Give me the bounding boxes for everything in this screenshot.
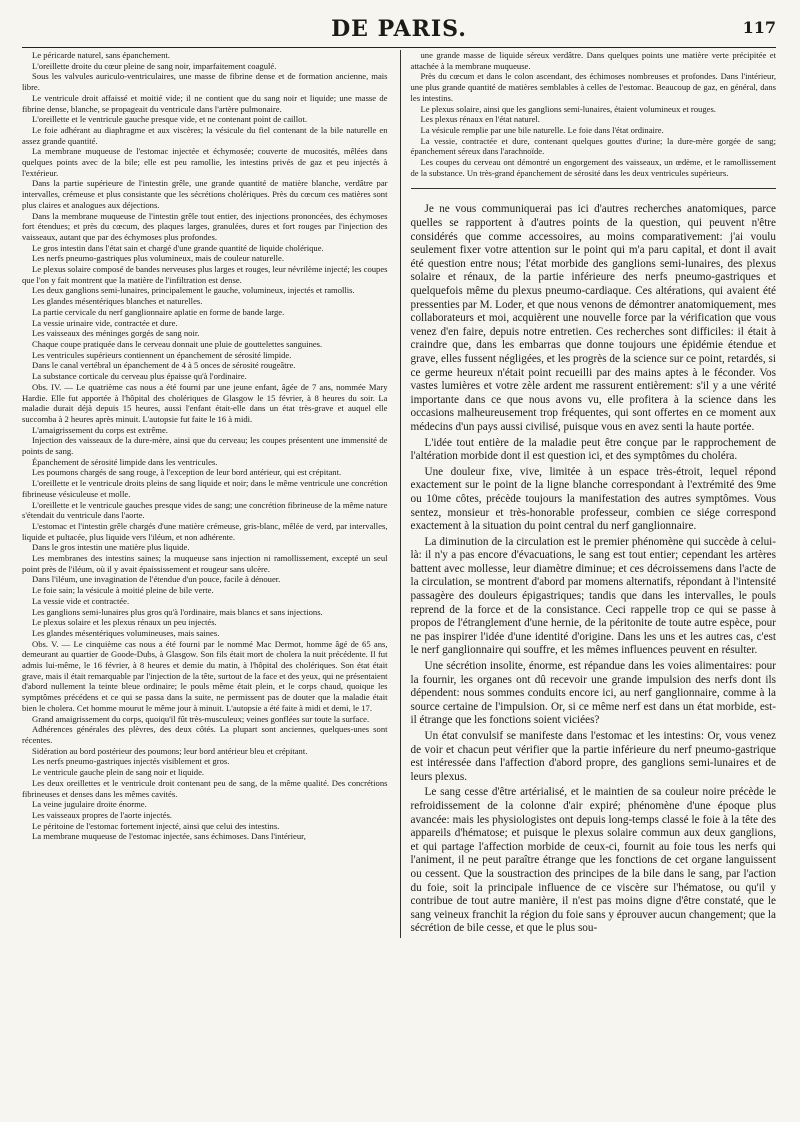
paragraph: une grande masse de liquide séreux verdâtre. Dans quelques points une matière verte précipitée et attachée à la membrane muqueuse. [410,50,776,71]
paragraph: La vessie, contractée et dure, contenant quelques gouttes d'urine; la dure-mère gorgée de sang; épanchement séreux dans l'arachnoïde. [410,135,776,157]
paragraph: Le plexus solaire et les plexus rénaux un peu injectés. [32,617,217,628]
paragraph: Dans le canal vertébral un épanchement de 4 à 5 onces de sérosité rougeâtre. [32,360,296,371]
paragraph: Près du cœcum et dans le colon ascendant, des échimoses nombreuses et profondes. Dans l'intérieur, une plus grande quantité de matières semblables à celles de l'estomac. Beaucoup de gaz, en général, dans les intestins. [410,71,776,103]
paragraph: Les ventricules supérieurs contiennent un épanchement de sérosité limpide. [32,349,292,360]
paragraph: L'estomac et l'intestin grêle chargés d'une matière crémeuse, gris-blanc, mêlée de verd, par intervalles, liquide et pultacée, plus liquide vers l'iléum, et non adhérente. [22,520,388,542]
paragraph: Les deux ganglions semi-lunaires, principalement le gauche, volumineux, injectés et ramollis. [32,285,355,296]
letter-paragraph: Une douleur fixe, vive, limitée à un espace très-étroit, lequel répond exactement sur le point de la ligne blanche correspondant à l'extrémité des 9me ou 10me côtes, précède toujours la manifestation des autres symptômes. Vous sentez, monsieur et très-honorable professeur, combien ce siége correspond exactement à la situation du point central du nerf ganglionnaire. [410,465,776,533]
page-number: 117 [742,18,776,37]
paragraph: La substance corticale du cerveau plus épaisse qu'à l'ordinaire. [32,371,247,382]
paragraph: Le gros intestin dans l'état sain et chargé d'une grande quantité de liquide cholérique. [32,242,324,253]
paragraph: Les plexus rénaux en l'état naturel. [420,114,540,125]
letter-paragraph: La diminution de la circulation est le premier phénomène qui succède à celui-là: il n'y a pas encore d'évacuations, le sang est tout entier; cependant les artères battent avec mollesse, leur diamètre diminue; et ces décroissemens dans l'acte de la circulation, se montrent d'abord par momens alternatifs, répondant à l'intensité passagère des douleurs épigastriques; tandis que dans les intervalles, le pouls reprend de la force et de la consistance. Ceci rappelle trop ce qui se passe à propos de l'étranglement d'une hernie, de la péritonite de toute autre espèce, pour ne pas inspirer l'idée d'une identité d'origine. Dans les uns et les autres cas, c'est le nerf ganglionnaire qui souffre, et les mêmes influences peuvent en résulter. [410,535,776,657]
right-column-notes [411,50,777,178]
paragraph: Injection des vaisseaux de la dure-mère, ainsi que du cerveau; les coupes présentent une immensité de points de sang. [22,435,388,457]
paragraph: Le péricarde naturel, sans épanchement. [32,50,170,60]
paragraph: Les nerfs pneumo-gastriques injectés visiblement et gros. [32,756,230,767]
paragraph: Épanchement de sérosité limpide dans les ventricules. [32,456,218,467]
paragraph: Les ganglions semi-lunaires plus gros qu'à l'ordinaire, mais blancs et sans injections. [32,606,323,617]
paragraph: La partie cervicale du nerf ganglionnaire aplatie en forme de bande large. [32,306,285,317]
paragraph: Les poumons chargés de sang rouge, à l'exception de leur bord antérieur, qui est crépitant. [32,467,342,478]
paragraph: La membrane muqueuse de l'estomac injectée, sans échimoses. Dans l'intérieur, [32,831,306,842]
paragraph: La veine jugulaire droite énorme. [32,799,147,810]
paragraph: Sous les valvules auriculo-ventriculaires, une masse de fibrine dense et de formation ancienne, mais libre. [22,71,388,93]
paragraph: Le plexus solaire, ainsi que les ganglions semi-lunaires, étaient volumineux et rouges. [420,103,716,114]
paragraph: Les nerfs pneumo-gastriques plus volumineux, mais de couleur naturelle. [32,253,285,264]
page-title: DE PARIS. [331,16,467,42]
paragraph: Les vaisseaux des méninges gorgés de sang noir. [32,328,200,339]
paragraph: L'oreillette droite du cœur pleine de sang noir, imparfaitement coagulé. [32,60,277,71]
paragraph: La vessie vide et contractée. [32,595,130,606]
paragraph: Le plexus solaire composé de bandes nerveuses plus larges et rouges, leur névrilème injecté; les coupes que l'on y fait montrent que la matière de l'infiltration est dense. [22,264,388,285]
masthead [22,14,776,48]
column-divider [400,50,401,938]
paragraph: Le ventricule droit affaissé et moitié vide; il ne contient que du sang noir et liquide; une masse de fibrine dense, blanche, se propageait du ventricule dans l'artère pulmonaire. [22,92,388,114]
paragraph: Les glandes mésentériques blanches et naturelles. [32,296,203,307]
paragraph: L'oreillette et le ventricule gauches presque vides de sang; une concrétion fibrineuse de la même nature s'étendait du ventricule dans l'aorte. [22,499,388,521]
paragraph: Les coupes du cerveau ont démontré un engorgement des vaisseaux, un œdème, et le ramollissement de la substance. Un très-grand épanchement de sérosité dans les deux ventricules supérieurs. [410,157,776,178]
paragraph: Sidération au bord postérieur des poumons; leur bord antérieur bleu et crépitant. [32,745,308,756]
paragraph: Dans la partie supérieure de l'intestin grêle, une grande quantité de matière blanche, verdâtre par intervalles, crémeuse et plus consistante que les sécrétions cholériques. Près du cœcum ces matières sont plus claires et analogues aux déjections. [22,178,388,210]
paragraph: L'oreillette et le ventricule droits pleins de sang liquide et noir; dans le même ventricule une concrétion fibrineuse vésiculeuse et molle. [22,478,388,499]
paragraph: Le foie adhérant au diaphragme et aux viscères; la vésicule du fiel contenant de la bile naturelle en assez grande quantité. [22,124,388,146]
right-column [407,50,777,938]
columns [22,50,776,938]
section-rule [411,188,777,189]
letter-paragraph: Je ne vous communiquerai pas ici d'autres recherches anatomiques, parce quelles se rapportent à d'autres points de la question, qui peuvent n'être considérés que comme accessoires, au moins comparativement: j'ai voulu seulement fixer votre attention sur le point qui m'a paru capital, et dont il avait été question entre nous; l'état morbide des ganglions semi-lunaires, des plexus solaire et rénaux, de la partie inférieure des nerfs pneumo-gastriques et quelquefois même du plexus pneumo-cardiaque. Ces altérations, qui avaient été pressenties par M. Loder, et que nous venons de démontrer anatomiquement, mes collaborateurs et moi, acquièrent une nouvelle force par la vérification que vous venez d'en faire, depuis notre entretien. Ces recherches sont difficiles: il était à craindre que, dans les embarras que donne toujours une épidémie étendue et grave, elles fussent négligées, et les progrès de la science sur ce point, retardés, si ce germe heureux n'était point recueilli par des mains aptes à le féconder. Vos vastes lumières et votre zèle ardent me rassurent entièrement: s'il y a une vérité importante dans ce que nous avons vu, elle profitera à la science dans les occasions malheureusement trop fréquentes, qui sont offertes en ce moment aux médecins d'un pays aussi civilisé, puisque vous en avez senti la haute portée. [410,203,776,433]
paragraph: La membrane muqueuse de l'estomac injectée et échymosée; couverte de mucosités, mêlées dans quelques points avec de la bile; elle est peu ramollie, les intestins privés de gaz et peu injectés à l'extérieur. [22,146,388,178]
paragraph: Obs. V. — Le cinquième cas nous a été fourni par le nommé Mac Dermot, homme âgé de 65 ans, demeurant au quartier de Goode-Dubs, à Glasgow. Son fils était mort de cholera la nuit précédente. Il fut admis lui-même, le 16 février, à 8 heures et demie du matin, à l'hôpital des cholériques. Son état était grave, mais il était remarquable par l'injection de la tête, surtout de la face et des yeux, qui ne présentaient d'abord nullement la teinte bleue ordinaire; le pouls même était plein, et le corps chaud, quoique les symptômes précédens et ce qui se passa dans la suite, ne permissent pas de douter que la maladie était bien le cholera. Cet homme mourut le même jour à minuit. L'autopsie a été faite à midi et demi, le 17. [22,638,388,713]
paragraph: Dans la membrane muqueuse de l'intestin grêle tout entier, des injections prononcées, des échymoses fort étendues; et près du cœcum, des plaques larges, granulées, dures et fort rouges par l'injection des vaisseaux, autant que par des échymoses plus profondes. [22,210,388,242]
paragraph: Adhérences générales des plèvres, des deux côtés. La plupart sont anciennes, quelques-unes sont récentes. [22,724,388,745]
paragraph: Dans l'iléum, une invagination de l'étendue d'un pouce, facile à dénouer. [32,574,281,585]
paragraph: L'oreillette et le ventricule gauche presque vide, et ne contenant point de caillot. [32,114,308,125]
paragraph: Chaque coupe pratiquée dans le cerveau donnait une pluie de gouttelettes sanguines. [32,338,323,349]
paragraph: Le ventricule gauche plein de sang noir et liquide. [32,767,205,778]
paragraph: Le péritoine de l'estomac fortement injecté, ainsi que celui des intestins. [32,820,280,831]
letter-text [411,203,777,935]
paragraph: Les glandes mésentériques volumineuses, mais saines. [32,627,220,638]
letter-paragraph: Le sang cesse d'être artérialisé, et le maintien de sa couleur noire précède le refroidissement de la colonne d'air expiré; phénomène d'une époque plus avancée: mais les physiologistes ont depuis long-temps classé le foie à la tête des appareils d'hématose; et puisque le plexus solaire commun aux deux ganglions, et qui partage l'affection morbide de ceux-ci, fournit au foie tous les nerfs qui l'animent, il ne peut paraître étrange que les fonctions de cet organe languissent ou cessent. Que la soustraction des principes de la bile dans le sang, par l'action du foie, soit la principale influence de ce viscère sur l'hématose, ou qu'il y contribue de tout autre manière, il n'est pas moins digne d'être constaté, que le sang veineux franchit la région du foie sans y éprouver aucun changement; que la sécrétion de bile cesse, et que le plus sou- [410,786,776,935]
letter-paragraph: L'idée tout entière de la maladie peut être conçue par le rapprochement de l'altération morbide dont il est question ici, et des symptômes du choléra. [410,436,776,463]
paragraph: La vésicule remplie par une bile naturelle. Le foie dans l'état ordinaire. [420,124,664,135]
paragraph: La vessie urinaire vide, contractée et dure. [32,317,178,328]
paragraph: Grand amaigrissement du corps, quoiqu'il fût très-musculeux; veines gonflées sur toute la surface. [32,713,370,724]
paragraph: Dans le gros intestin une matière plus liquide. [32,542,190,553]
paragraph: L'amaigrissement du corps est extrême. [32,424,168,435]
letter-paragraph: Une sécrétion insolite, énorme, est répandue dans les voies alimentaires: pour la fournir, les organes ont dû recevoir une grande impulsion des nerfs dont ils dépendent: nous sommes conduits encore ici, au nerf ganglionnaire, comme à la source certaine de l'impulsion. Or, si ce même nerf est dans un état morbide, est-il étrange que les fonctions soient viciées? [410,660,776,727]
left-column [22,50,394,938]
paragraph: Les membranes des intestins saines; la muqueuse sans injection ni ramollissement, excepté un seul point près de l'iléum, où il y avait épaississement et rougeur sans ulcère. [22,553,388,574]
paragraph: Le foie sain; la vésicule à moitié pleine de bile verte. [32,585,214,596]
paragraph: Les vaisseaux propres de l'aorte injectés. [32,809,172,820]
paragraph: Obs. IV. — Le quatrième cas nous a été fourni par une jeune enfant, âgée de 7 ans, nommée Mary Hardie. Elle fut apportée à l'hôpital des cholériques de Glasgow le 15 février, à 8 heures du soir. La maladie durait déjà depuis 15 heures, aussi l'enfant était-elle dans un état très-grave et auquel elle succomba à 2 heures après minuit. L'autopsie fut faite le 16 à midi. [22,381,388,424]
paragraph: Les deux oreillettes et le ventricule droit contenant peu de sang, de la même qualité. Des concrétions fibrineuses et denses dans les mêmes cavités. [22,777,388,799]
letter-paragraph: Un état convulsif se manifeste dans l'estomac et les intestins: Or, vous venez de voir et chacun peut vérifier que la partie inférieure du nerf pneumo-gastrique est intéressée dans l'affection d'abord propre, des ganglions semi-lunaires et de leurs plexus. [410,730,776,783]
